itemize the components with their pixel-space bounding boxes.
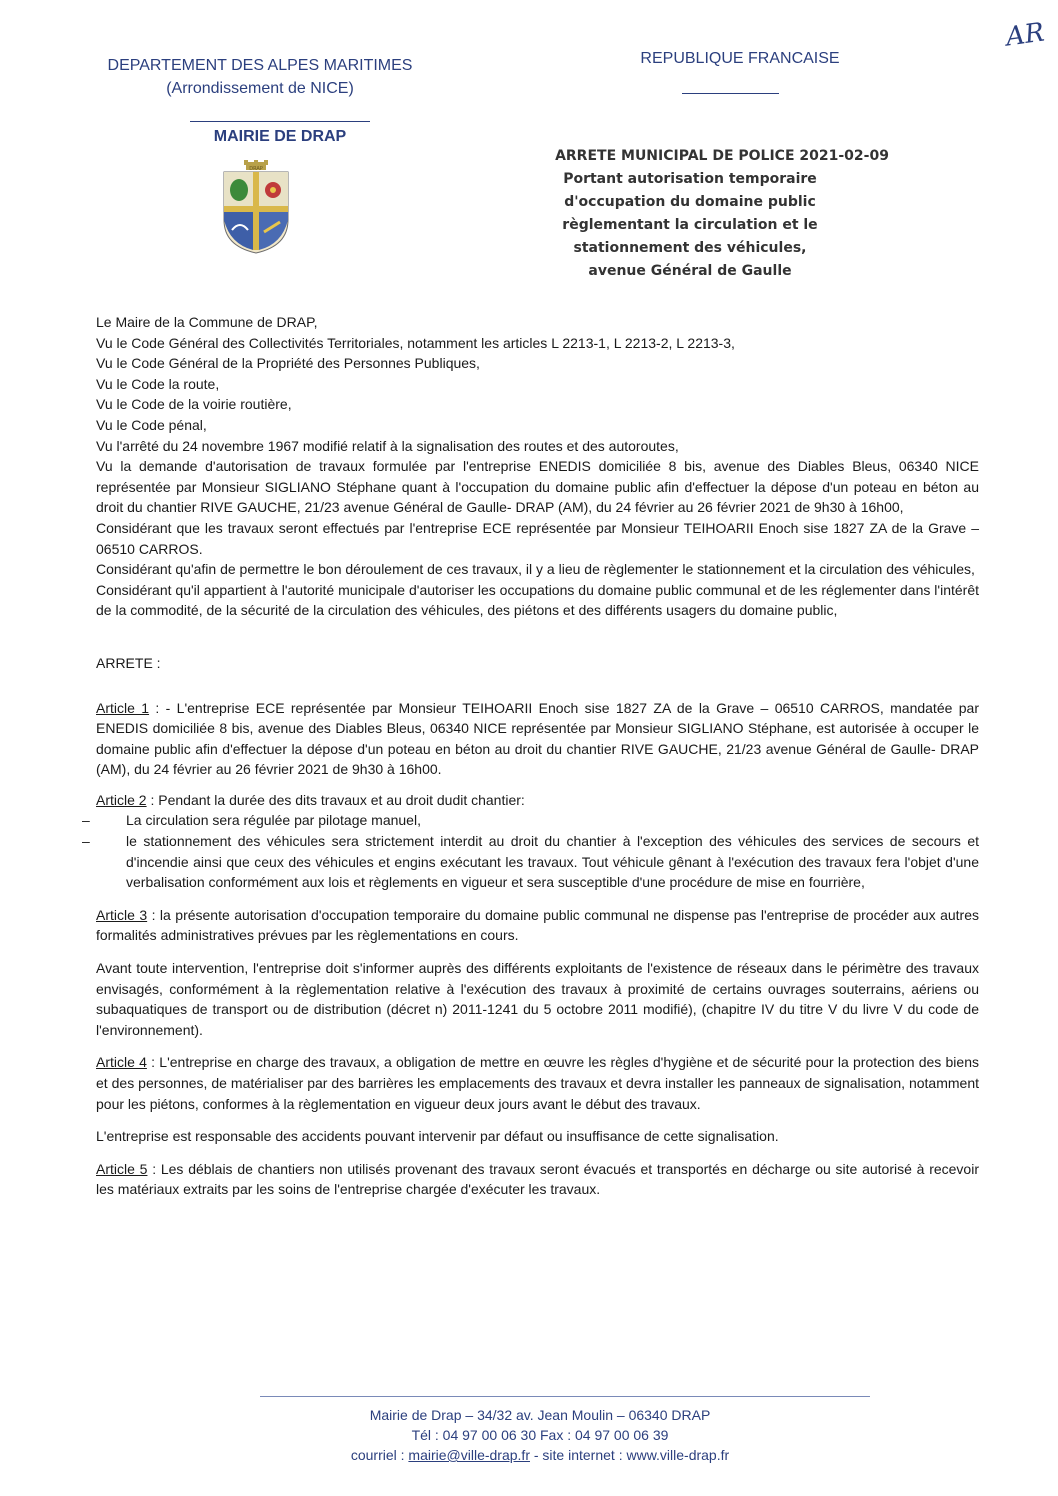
preamble-line: Le Maire de la Commune de DRAP,	[96, 314, 318, 330]
article-4-text: : L'entreprise en charge des travaux, a obligation de mettre en œuvre les règles d'hygiène et de sécurité pour la protection des biens et des personnes, de matérialiser par des barrières les emplacements des travaux et devra installer les panneaux de signalisation, notamment pour les piétons, conformes à la règlementation en vigueur deux jours avant le début des travaux.	[96, 1054, 979, 1112]
preamble-line: Considérant qu'il appartient à l'autorité municipale d'autoriser les occupations du domaine public communal et de les réglementer dans l'intérêt de la commodité, de la sécurité de la circulation des véhicules, des piétons et des différents usagers du domaine public,	[96, 581, 979, 619]
article-5-text: : Les déblais de chantiers non utilisés provenant des travaux seront évacués et transportés en décharge ou site autorisé à recevoir les matériaux extraits par les soins de l'entreprise chargée d'exécuter les travaux.	[96, 1160, 979, 1198]
preamble-line: Vu l'arrêté du 24 novembre 1967 modifié relatif à la signalisation des routes et des autoroutes,	[96, 437, 679, 454]
footer-phone: Tél : 04 97 00 06 30 Fax : 04 97 00 06 39	[411, 1427, 669, 1443]
preamble-line: Vu le Code Général des Collectivités Territoriales, notamment les articles L 2213-1, L 2213-2, L 2213-3,	[96, 334, 735, 351]
republic-header: REPUBLIQUE FRANCAISE	[640, 50, 840, 67]
article-3-text: : la présente autorisation d'occupation temporaire du domaine public communal ne dispense pas l'entreprise de procéder aux autres formalités administratives prévues par les règlementations en cours.	[96, 906, 979, 944]
article-5-label: Article 5	[96, 1160, 148, 1177]
department-header	[80, 54, 440, 100]
republic-divider	[682, 93, 779, 94]
department-name: DEPARTEMENT DES ALPES MARITIMES	[107, 57, 413, 74]
arrete-heading: ARRETE :	[96, 654, 161, 671]
article-3-label: Article 3	[96, 906, 148, 923]
decree-subtitle-4: stationnement des véhicules,	[573, 240, 807, 256]
decree-number: ARRETE MUNICIPAL DE POLICE 2021-02-09	[555, 148, 889, 164]
preamble-line: Considérant que les travaux seront effectués par l'entreprise ECE représentée par Monsieur TEIHOARII Enoch sise 1827 ZA de la Grave – 06510 CARROS.	[96, 519, 979, 557]
decree-subtitle-3: règlementant la circulation et le	[562, 217, 818, 233]
arrondissement: (Arrondissement de NICE)	[166, 80, 354, 97]
preamble-line: Vu le Code Général de la Propriété des Personnes Publiques,	[96, 355, 480, 372]
email-link[interactable]: mairie@ville-drap.fr	[408, 1447, 530, 1463]
handwritten-initials: AR	[1004, 17, 1047, 53]
department-divider	[190, 121, 370, 122]
mairie-title: MAIRIE DE DRAP	[213, 128, 347, 145]
decree-subtitle-1: Portant autorisation temporaire	[563, 171, 817, 187]
preamble-line: Vu le Code de la voirie routière,	[96, 396, 292, 413]
article-3-paragraph: Avant toute intervention, l'entreprise doit s'informer auprès des différents exploitants de l'existence de réseaux dans le périmètre des travaux envisagés, conformément à la règlementation relative à l'exécution des travaux à proximité de certains ouvrages souterrains, aériens ou subaquatiques de transport ou de distribution (décret n) 2011-1241 du 5 octobre 2011 modifié), (chapitre IV du titre V du livre V du code de l'environnement).	[96, 960, 979, 1038]
preamble-line: Considérant qu'afin de permettre le bon déroulement de ces travaux, il y a lieu de règlementer le stationnement et la circulation des véhicules,	[96, 561, 975, 578]
footer-divider	[260, 1396, 870, 1397]
article-5	[96, 1159, 979, 1200]
article-3	[96, 905, 979, 946]
list-item: – le stationnement des véhicules sera strictement interdit au droit du chantier à l'exception des véhicules des services de secours et d'incendie ainsi que ceux des véhicules et engins exécutant les travaux. Tout véhicule gênant à l'exécution des travaux fera l'objet d'une verbalisation conformément aux lois et règlements en vigueur et sera susceptible d'une procédure de mise en fourrière,	[82, 833, 979, 891]
article-2-label: Article 2	[96, 791, 147, 808]
crest-label: DRAP	[249, 166, 263, 172]
preamble-line: Vu la demande d'autorisation de travaux formulée par l'entreprise ENEDIS domiciliée 8 bis, avenue des Diables Bleus, 06340 NICE représentée par Monsieur SIGLIANO Stéphane quant à l'occupation du domaine public afin d'effectuer la dépose d'un poteau en béton au droit du chantier RIVE GAUCHE, 21/23 avenue Général de Gaulle- DRAP (AM), du 24 février au 26 février 2021 de 9h30 à 16h00,	[96, 458, 979, 516]
article-2-text: : Pendant la durée des dits travaux et au droit dudit chantier:	[146, 791, 525, 808]
article-4	[96, 1052, 979, 1114]
decree-body	[82, 312, 979, 1200]
preamble-line: Vu le Code la route,	[96, 375, 220, 392]
decree-subtitle-5: avenue Général de Gaulle	[588, 263, 792, 279]
article-1-label: Article 1	[96, 699, 150, 716]
decree-title	[470, 145, 910, 283]
website-link[interactable]: www.ville-drap.fr	[626, 1447, 730, 1463]
decree-subtitle-2: d'occupation du domaine public	[564, 194, 816, 210]
article-4-label: Article 4	[96, 1054, 147, 1071]
article-1-text: : - L'entreprise ECE représentée par Monsieur TEIHOARII Enoch sise 1827 ZA de la Grave – 06510 CARROS, mandatée par ENEDIS domiciliée 8 bis, avenue des Diables Bleus, 06340 NICE représentée par Monsieur SIGLIANO Stéphane, est autorisée à occuper le domaine public afin d'effectuer la dépose d'un poteau en béton au droit du chantier RIVE GAUCHE, 21/23 avenue Général de Gaulle- DRAP (AM), du 24 février au 26 février 2021 de 9h30 à 16h00.	[96, 699, 979, 778]
article-4-paragraph: L'entreprise est responsable des accidents pouvant intervenir par défaut ou insuffisance de cette signalisation.	[96, 1128, 779, 1145]
article-2	[96, 790, 979, 811]
list-item: – La circulation sera régulée par pilotage manuel,	[82, 812, 421, 829]
coat-of-arms-icon	[220, 160, 292, 255]
article-1	[96, 698, 979, 780]
footer-address: Mairie de Drap – 34/32 av. Jean Moulin – 06340 DRAP	[369, 1407, 711, 1423]
footer-contact: courriel : mairie@ville-drap.fr - site internet : www.ville-drap.fr	[350, 1447, 730, 1463]
footer	[240, 1405, 840, 1465]
article-2-list	[82, 810, 979, 892]
preamble-line: Vu le Code pénal,	[96, 416, 207, 433]
